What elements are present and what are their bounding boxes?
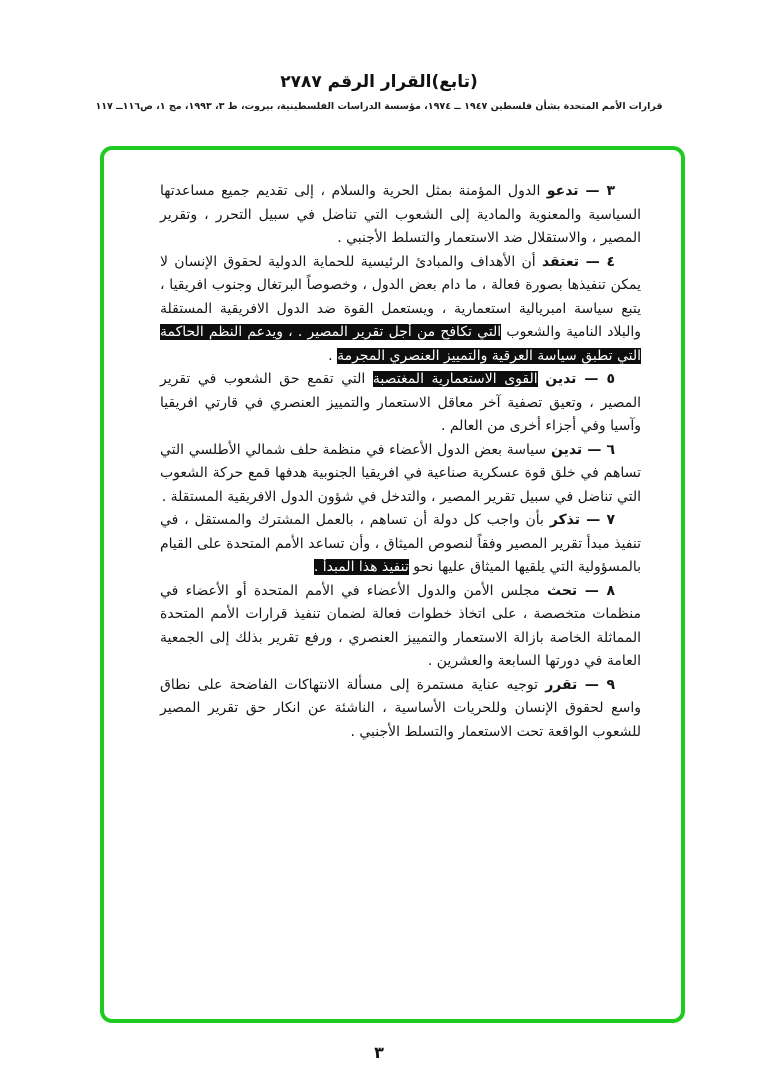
paragraph: [160, 580, 641, 674]
content-border-box: [100, 146, 685, 1023]
document-body: [104, 150, 681, 744]
text-segment: توجيه عناية مستمرة إلى مسألة الانتهاكات الفاضحة على نطاق واسع لحقوق الإنسان وللحريات الأساسية ، الناشئة عن انكار حق تقرير المصير للشعوب الواقعة تحت الاستعمار والتسلط الأجنبي .: [160, 676, 641, 740]
paragraph: [160, 674, 641, 745]
paragraph: [160, 251, 641, 369]
text-segment: ٩ — تقرر: [545, 676, 615, 693]
text-segment: ٣ — تدعو: [546, 183, 616, 199]
text-segment: ٨ — تحث: [547, 582, 615, 599]
text-segment: ٧ — تذكر: [549, 512, 615, 528]
text-segment: سياسة بعض الدول الأعضاء في منظمة حلف شمالي الأطلسي التي تساهم في خلق قوة عسكرية صناعية في افريقيا الجنوبية هدفها قمع حركة الشعوب التي تناضل في سبيل تقرير المصير ، والتدخل في شؤون الدول الافريقية المستقلة .: [160, 441, 641, 505]
resolution-title: (تابع)القرار الرقم ٢٧٨٧: [280, 72, 478, 92]
text-segment: بأن واجب كل دولة أن تساهم ، بالعمل المشترك والمستقل ، في تنفيذ مبدأ تقرير المصير وفقاً لنصوص الميثاق ، وأن تساعد الأمم المتحدة على القيام بالمسؤولية التي يلقيها الميثاق عليها نحو: [160, 512, 641, 575]
page-number: ٣: [374, 1043, 384, 1062]
text-segment: ٥ — تدين: [545, 371, 615, 387]
source-citation: قرارات الأمم المتحدة بشأن فلسطين ١٩٤٧ ــ ١٩٧٤، مؤسسة الدراسات الفلسطينية، بيروت، ط ٣، ١٩٩٣، مج ١، ص١١٦ــ ١١٧: [95, 101, 663, 112]
paragraph: [160, 509, 641, 580]
highlighted-text: القوى الاستعمارية المغتصبة: [372, 371, 538, 387]
paragraph: [160, 439, 641, 510]
text-segment: الدول المؤمنة بمثل الحرية والسلام ، إلى تقديم جميع مساعدتها السياسية والمعنوية والمادية إلى الشعوب التي تناضل في سبيل التحرر ، وتقرير المصير ، والاستقلال ضد الاستعمار والتسلط الأجنبي .: [160, 183, 641, 246]
paragraph: [160, 180, 641, 251]
document-header: [0, 72, 758, 112]
text-segment: .: [328, 347, 338, 364]
paragraph: [160, 368, 641, 439]
text-segment: ٤ — تعتقد: [541, 253, 615, 270]
highlighted-text: التي تكافح من أجل تقرير المصير . ، ويدعم النظم الحاكمة التي تطبق سياسة العرقية والتمييز العنصري المجرمة: [160, 324, 641, 364]
text-segment: التي تقمع حق الشعوب في تقرير المصير ، وتعيق تصفية آخر معاقل الاستعمار والتمييز العنصري في قارتي افريقيا وآسيا وفي أجزاء أخرى من العالم .: [160, 371, 641, 434]
highlighted-text: تنفيذ هذا المبدأ .: [313, 559, 409, 575]
text-segment: ٦ — تدين: [550, 441, 616, 458]
text-segment: مجلس الأمن والدول الأعضاء في الأمم المتحدة أو الأعضاء في منظمات متخصصة ، على اتخاذ خطوات فعالة لضمان تنفيذ قرارات الأمم المتحدة المماثلة الخاصة بازالة الاستعمار والتمييز العنصري ، ورفع تقرير بذلك إلى الجمعية العامة في دورتها السابعة والعشرين .: [160, 582, 641, 669]
text-segment: أن الأهداف والمبادئ الرئيسية للحماية الدولية لحقوق الإنسان لا يمكن تنفيذها بصورة فعالة ، ما دام بعض الدول ، وخصوصاً البرتغال وجنوب افريقيا ، يتبع سياسة امبريالية استعمارية ، ويستعمل القوة ضد الدول الافريقية المستقلة والبلاد النامية والشعوب: [160, 253, 641, 340]
